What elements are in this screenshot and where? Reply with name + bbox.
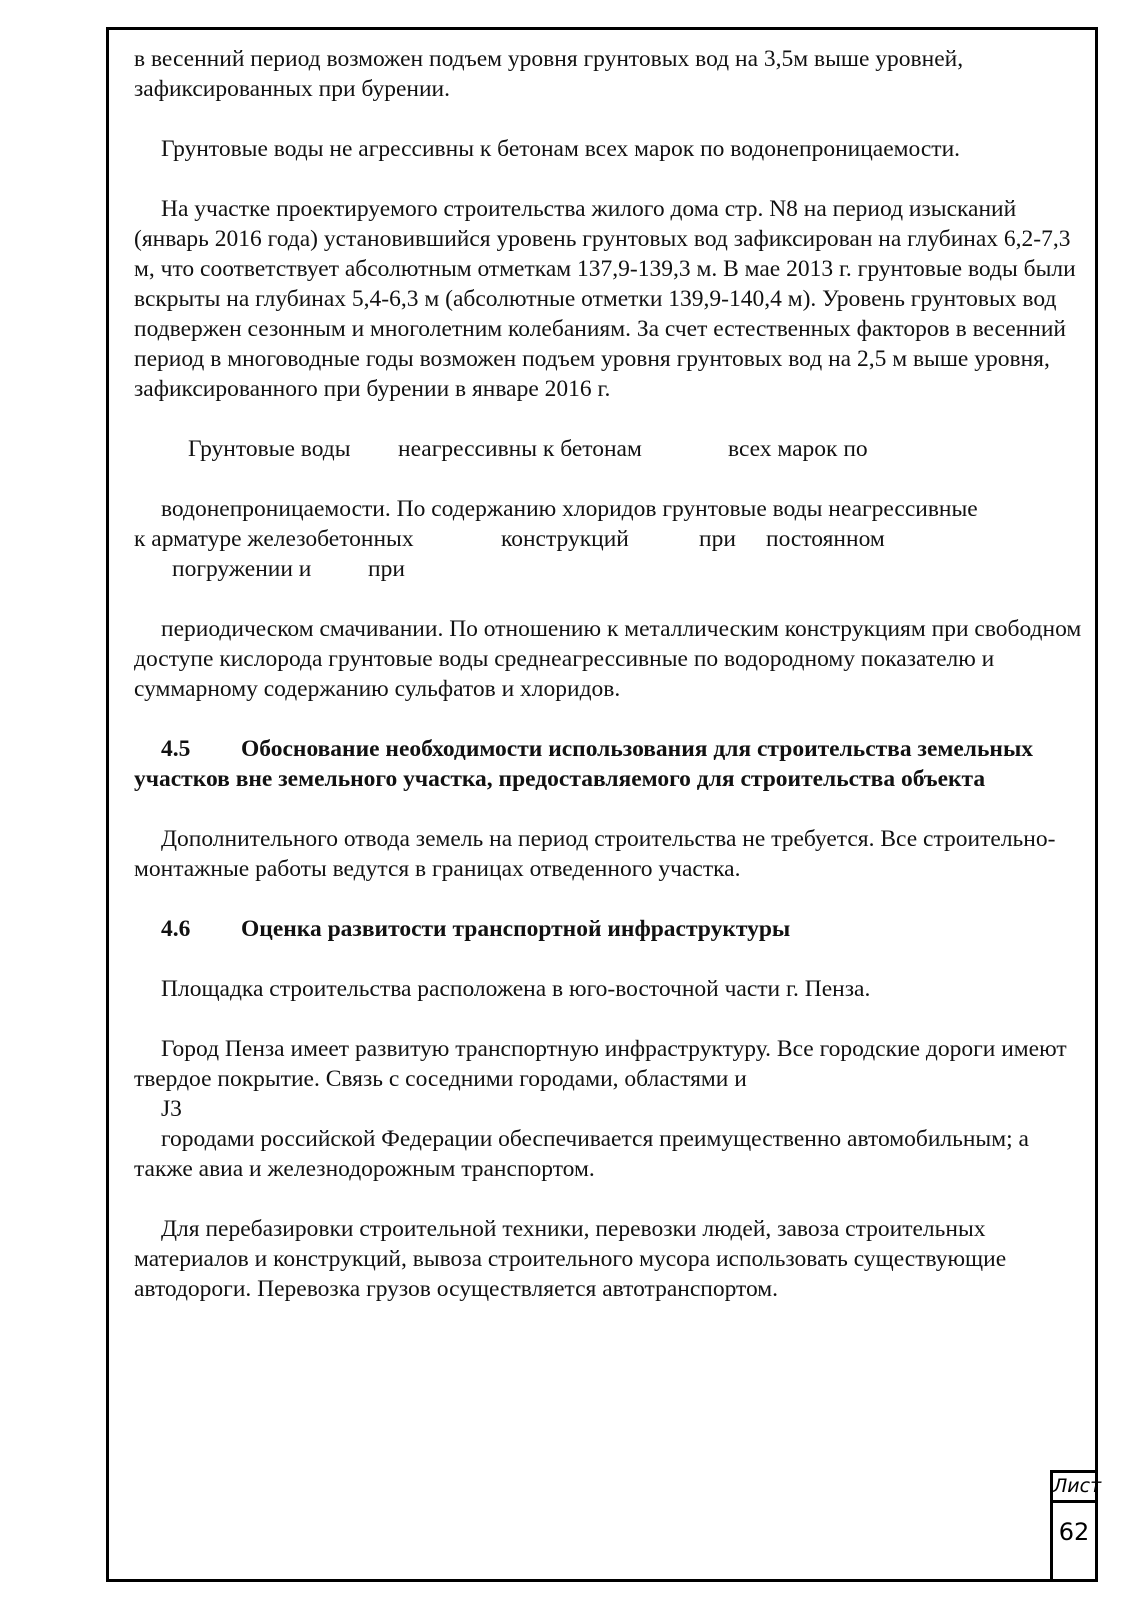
paragraph-equipment-transfer: Для перебазировки строительной техники, перевозки людей, завоза строительных материалов и конструкций, вывоза строительного мусора использовать существующие автодороги. Перевозка грузов осуществляется автотранспортом. — [134, 1216, 1007, 1302]
section-number: 4.5 — [161, 736, 191, 762]
section-title: Оценка развитости транспортной инфраструктуры — [241, 916, 791, 942]
text-fragment: при — [368, 556, 405, 582]
section-heading-4-5 — [134, 734, 1084, 794]
sheet-number: 62 — [1058, 1518, 1090, 1546]
text-fragment: неагрессивны к бетонам — [398, 436, 642, 462]
paragraph-immersion-line — [134, 554, 1084, 584]
paragraph-groundwater-rise: в весенний период возможен подъем уровня грунтовых вод на 3,5м выше уровней, зафиксированных при бурении. — [134, 46, 964, 102]
paragraph-infrastructure: Город Пенза имеет развитую транспортную инфраструктуру. Все городские дороги имеют твердое покрытие. Связь с соседними городами, областями и — [134, 1036, 1067, 1092]
sheet-label: Лист — [1053, 1473, 1095, 1503]
section-heading-4-6 — [134, 914, 1084, 944]
text-fragment: всех марок по — [728, 436, 868, 462]
paragraph-reinforcement-line — [134, 524, 1084, 554]
text-fragment: Грунтовые воды — [188, 436, 351, 462]
text-fragment: погружении и — [172, 556, 312, 582]
paragraph-federation-transport: городами российской Федерации обеспечивается преимущественно автомобильным; а также авиа и железнодорожным транспортом. — [134, 1126, 1029, 1182]
text-fragment: к арматуре железобетонных — [134, 526, 414, 552]
sheet-stamp — [1050, 1470, 1102, 1579]
paragraph-concrete-line — [134, 434, 1084, 464]
paragraph-non-aggressive: Грунтовые воды не агрессивны к бетонам всех марок по водонепроницаемости. — [161, 136, 961, 162]
paragraph-site-levels: На участке проектируемого строительства жилого дома стр. N8 на период изысканий (январь 2016 года) установившийся уровень грунтовых вод зафиксирован на глубинах 6,2-7,3 м, что соответствует абсолютным отметкам 137,9-139,3 м. В мае 2013 г. грунтовые воды были вскрыты на глубинах 5,4-6,3 м (абсолютные отметки 139,9-140,4 м). Уровень грунтовых вод подвержен сезонным и многолетним колебаниям. За счет естественных факторов в весенний период в многоводные годы возможен подъем уровня грунтовых вод на 2,5 м выше уровня, зафиксированного при бурении в январе 2016 г. — [134, 196, 1076, 402]
paragraph-metal-structures: периодическом смачивании. По отношению к металлическим конструкциям при свободном доступе кислорода грунтовые воды среднеагрессивные по водородному показателю и суммарному содержанию сульфатов и хлоридов. — [134, 616, 1082, 702]
paragraph-site-location: Площадка строительства расположена в юго-восточной части г. Пенза. — [161, 976, 871, 1002]
section-number: 4.6 — [161, 916, 191, 942]
text-fragment: конструкций — [501, 526, 629, 552]
text-fragment: постоянном — [766, 526, 885, 552]
stray-mark: J3 — [161, 1096, 182, 1122]
paragraph-land-allocation: Дополнительного отвода земель на период строительства не требуется. Все строительно-монтажные работы ведутся в границах отведенного участка. — [134, 826, 1056, 882]
paragraph-chlorides: водонепроницаемости. По содержанию хлоридов грунтовые воды неагрессивные — [161, 496, 978, 522]
text-fragment: при — [699, 526, 736, 552]
section-title: Обоснование необходимости использования для строительства земельных участков вне земельного участка, предоставляемого для строительства объекта — [134, 736, 1034, 792]
document-body — [134, 44, 1084, 1334]
